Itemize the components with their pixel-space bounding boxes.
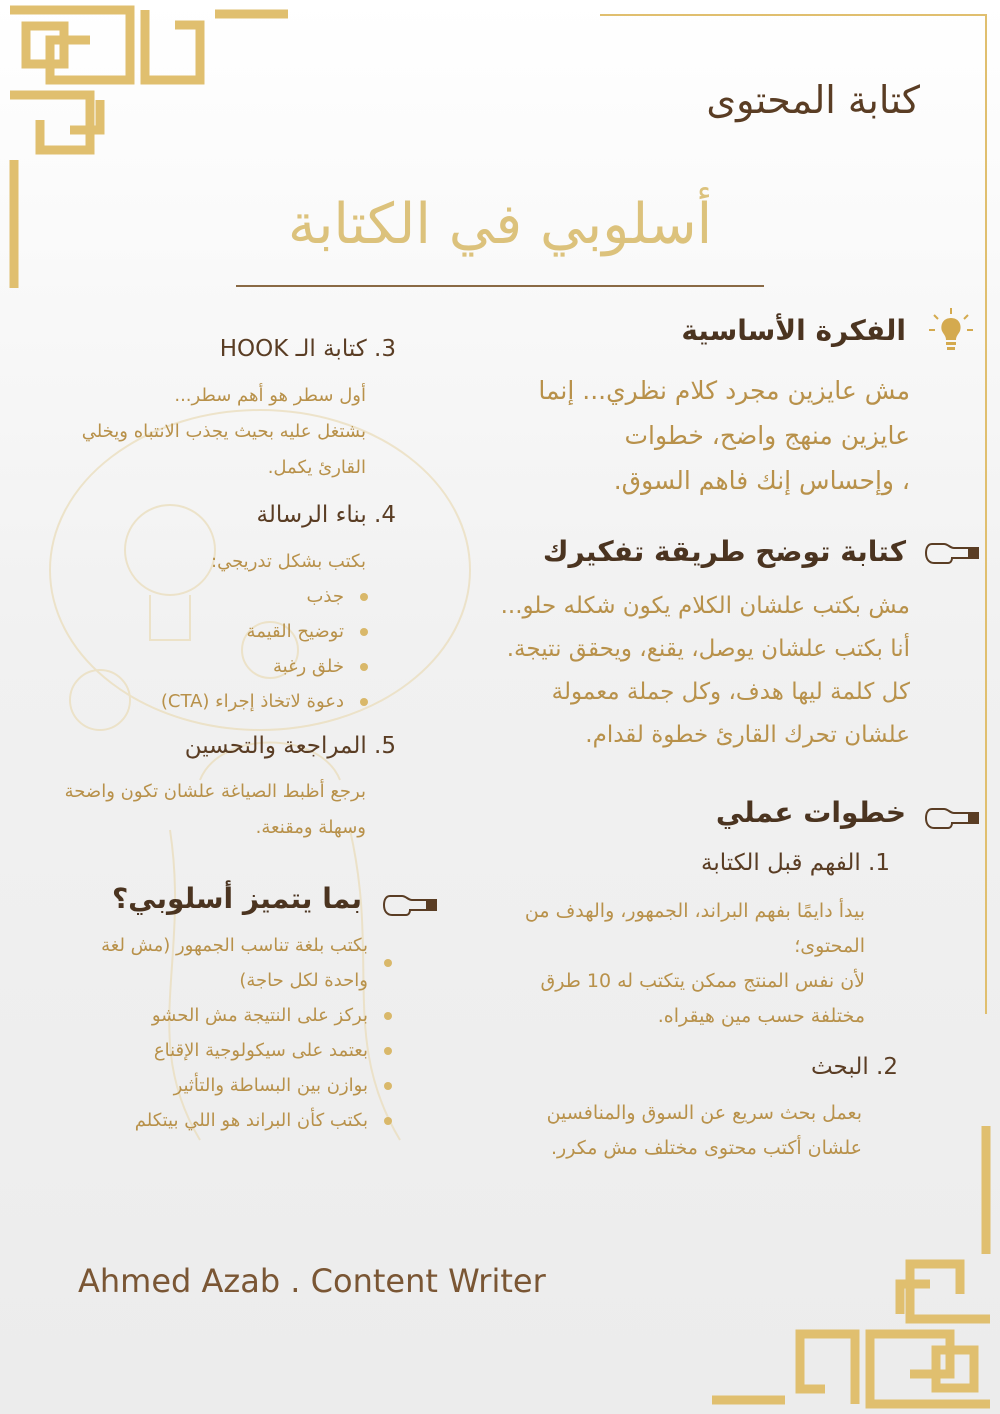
pointing-hand-icon <box>382 892 438 918</box>
core-idea-line: ، وإحساس إنك فاهم السوق. <box>613 466 910 495</box>
frame-top-line <box>600 14 986 16</box>
core-idea-line: عايزين منهج واضح، خطوات <box>624 421 910 450</box>
step1-line: بيدأ دايمًا بفهم البراند، الجمهور، والهدف من <box>524 900 865 922</box>
step3-line: بشتغل عليه بحيث يجذب الانتباه ويخلي <box>81 421 366 442</box>
step4-bullet: جذب <box>26 579 376 614</box>
step4-bullet: توضيح القيمة <box>26 614 376 649</box>
step4-title: 4. بناء الرسالة <box>256 502 396 528</box>
frame-right-line <box>985 14 987 1014</box>
step1-line: المحتوى؛ <box>794 935 865 957</box>
step2-line: بعمل بحث سريع عن السوق والمنافسين <box>546 1102 862 1124</box>
distinct-bullet: بكتب بلغة تناسب الجمهور (مش لغة واحدة لكل حاجة) <box>70 928 400 998</box>
practical-heading: خطوات عملي <box>715 796 906 829</box>
step5-title: 5. المراجعة والتحسين <box>184 733 396 759</box>
step4-intro: بكتب بشكل تدريجي: <box>211 551 366 572</box>
step3-line: أول سطر هو أهم سطر... <box>174 385 366 406</box>
pointing-hand-icon <box>924 805 980 831</box>
thinking-text <box>440 585 910 757</box>
step1-text <box>475 894 865 1034</box>
distinct-bullet: بعتمد على سيكولوجية الإقناع <box>70 1033 400 1068</box>
step2-title: 2. البحث <box>810 1054 898 1080</box>
step2-text <box>482 1096 862 1166</box>
step3-text <box>21 378 366 486</box>
step5-text <box>6 774 366 846</box>
core-idea-heading: الفكرة الأساسية <box>681 314 906 347</box>
step1-line: لأن نفس المنتج ممكن يتكتب له 10 طرق <box>540 970 865 992</box>
step4-bullet: خلق رغبة <box>26 649 376 684</box>
thinking-line: كل كلمة ليها هدف، وكل جملة معمولة <box>551 679 910 705</box>
core-idea-text <box>490 368 910 503</box>
step4-bullet: دعوة لاتخاذ إجراء (CTA) <box>26 684 376 719</box>
distinct-heading: بما يتميز أسلوبي؟ <box>111 882 362 915</box>
thinking-line: مش بكتب علشان الكلام يكون شكله حلو... <box>500 593 910 619</box>
title-divider <box>236 285 764 287</box>
step3-title: 3. كتابة الـ HOOK <box>219 336 396 362</box>
step2-line: علشان أكتب محتوى مختلف مش مكرر. <box>551 1137 862 1159</box>
step1-line: مختلفة حسب مين هيقراه. <box>657 1005 865 1027</box>
top-title: كتابة المحتوى <box>706 78 920 122</box>
lightbulb-icon <box>926 305 976 355</box>
distinct-bullet: بركز على النتيجة مش الحشو <box>70 998 400 1033</box>
distinct-bullet: بوازن بين البساطة والتأثير <box>70 1068 400 1103</box>
thinking-line: أنا بكتب علشان يوصل، يقنع، ويحقق نتيجة. <box>506 636 910 662</box>
signature: Ahmed Azab . Content Writer <box>78 1262 546 1300</box>
core-idea-line: مش عايزين مجرد كلام نظري... إنما <box>538 376 910 405</box>
distinct-list <box>70 928 400 1138</box>
thinking-heading: كتابة توضح طريقة تفكيرك <box>542 535 906 568</box>
main-title: أسلوبي في الكتابة <box>287 192 713 257</box>
thinking-line: علشان تحرك القارئ خطوة لقدام. <box>585 722 910 748</box>
step3-line: القارئ يكمل. <box>267 457 366 478</box>
step1-title: 1. الفهم قبل الكتابة <box>701 850 890 876</box>
step5-line: برجع أظبط الصياغة علشان تكون واضحة <box>64 781 366 802</box>
step4-text <box>26 544 366 719</box>
pointing-hand-icon <box>924 540 980 566</box>
distinct-bullet: بكتب كأن البراند هو اللي بيتكلم <box>70 1103 400 1138</box>
step5-line: وسهلة ومقنعة. <box>255 817 366 838</box>
